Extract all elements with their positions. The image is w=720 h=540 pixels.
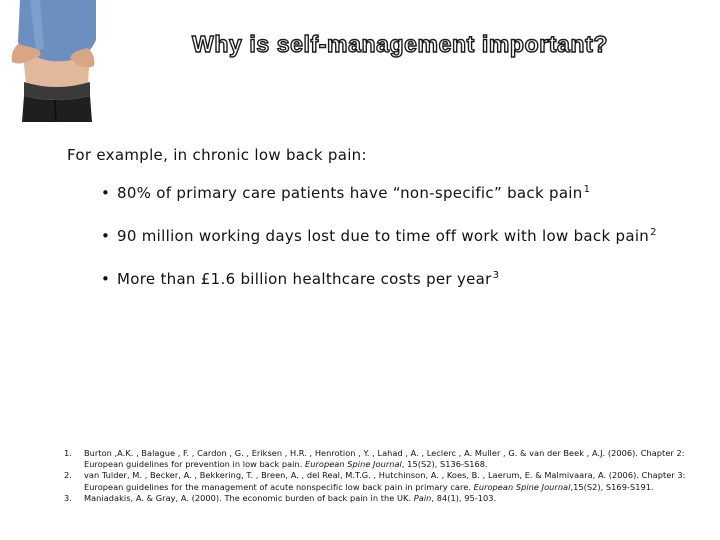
bullet-item [101, 266, 657, 309]
reference-journal: European Spine Journal [473, 481, 571, 492]
reference-text: Burton ,A.K. , Balague , F. , Cardon , G. , Eriksen , H.R. , Henrotion , Y. , Lahad , A. , Leclerc , A. Muller , G. & van der Beek , A.J. (2006). Chapter 2: European guidelines for prevention in low back pain. [84, 448, 685, 470]
back-pain-person-photo [0, 0, 96, 122]
bullet-dot-icon: • [101, 184, 111, 202]
reference-journal: European Spine Journal [305, 459, 402, 470]
bullet-reference-marker: 3 [492, 270, 500, 281]
bullet-dot-icon: • [101, 227, 111, 245]
bullet-text: More than £1.6 billion healthcare costs per year [117, 270, 492, 288]
reference-item [64, 470, 694, 492]
bullet-text: 90 million working days lost due to time off work with low back pain [117, 227, 650, 245]
bullet-item [101, 180, 657, 223]
reference-text: van Tulder, M. , Becker, A. , Bekkering, T. , Breen, A. , del Real, M.T.G. , Hutchinson, A. , Koes, B. , Laerum, E. & Malmivaara, A. (2006). Chapter 3: European guidelines for the management of acute nonspecific low back pain in primary care. [84, 470, 686, 492]
reference-item [64, 448, 694, 470]
reference-number: 2. [64, 470, 72, 481]
reference-citation: , 84(1), 95-103. [431, 492, 497, 503]
reference-number: 3. [64, 492, 72, 503]
bullet-text: 80% of primary care patients have “non-specific” back pain [117, 184, 583, 202]
reference-item [64, 493, 694, 504]
reference-number: 1. [64, 448, 72, 458]
slide-title: Why is self-management important? [192, 31, 608, 57]
reference-journal: Pain [413, 492, 432, 503]
reference-citation: ,15(S2), S169-S191. [570, 481, 654, 492]
bullet-reference-marker: 1 [583, 184, 591, 195]
bullet-dot-icon: • [101, 270, 111, 288]
bullet-reference-marker: 2 [650, 227, 657, 238]
bullet-item [101, 223, 657, 266]
intro-text: For example, in chronic low back pain: [67, 146, 367, 164]
reference-text: Maniadakis, A. & Gray, A. (2000). The economic burden of back pain in the UK. [84, 492, 414, 503]
bullet-list [101, 180, 657, 309]
reference-citation: , 15(S2), S136-S168. [401, 459, 488, 470]
references-list [64, 448, 694, 504]
back-pain-person-illustration [0, 0, 96, 122]
